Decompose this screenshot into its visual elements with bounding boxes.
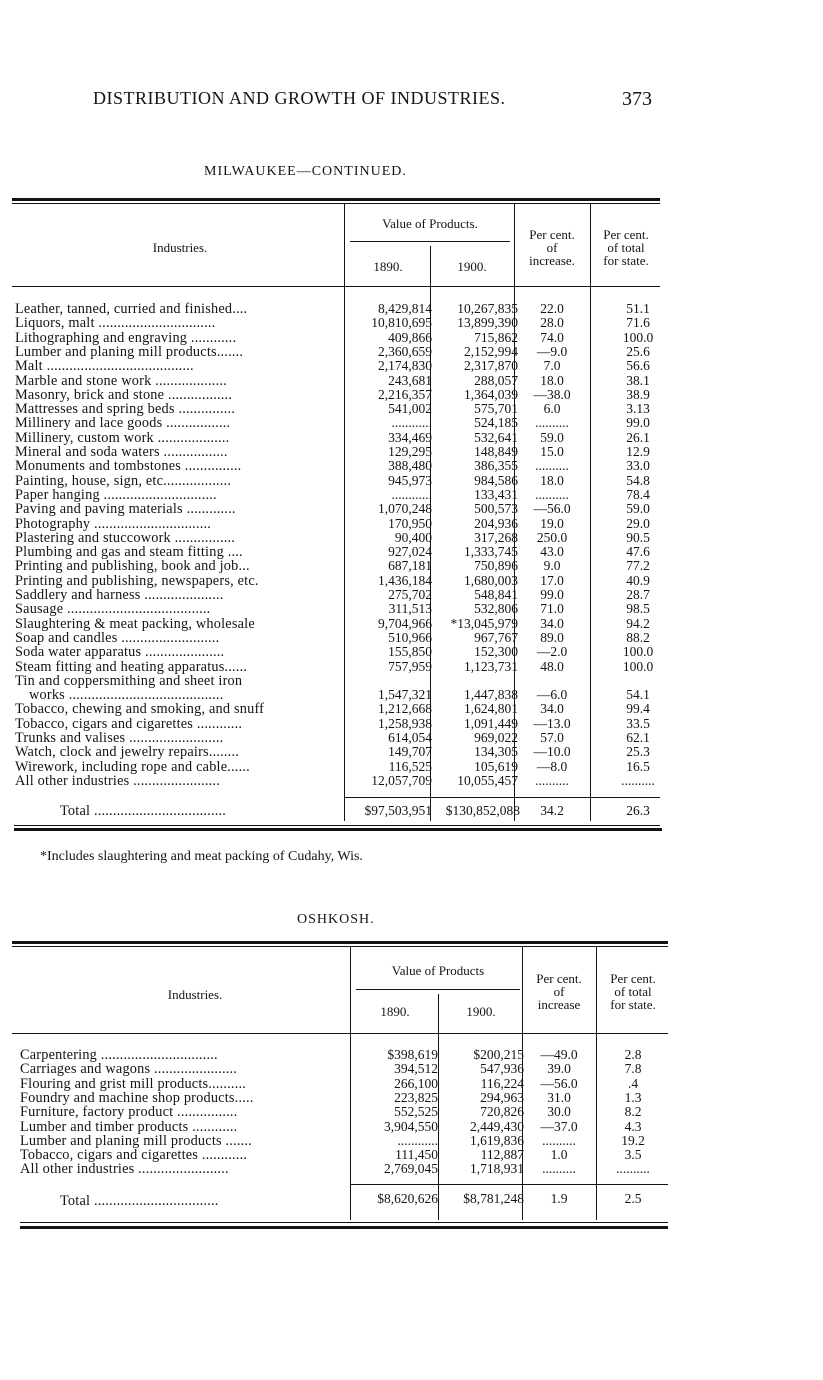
- table-bottom-rule: [14, 828, 662, 831]
- cell-state: 94.2: [626, 615, 650, 631]
- row-label: Foundry and machine shop products.....: [20, 1089, 254, 1106]
- cell-1900: 288,057: [474, 372, 518, 388]
- cell-state: ..........: [621, 772, 655, 788]
- cell-1890: 223,825: [394, 1089, 438, 1105]
- row-label: Furniture, factory product ................: [20, 1104, 238, 1121]
- cell-increase: —8.0: [536, 758, 568, 774]
- cell-1890: 266,100: [394, 1075, 438, 1091]
- cell-state: 1.3: [624, 1089, 642, 1105]
- cell-state: 54.8: [626, 472, 650, 488]
- total-state: 26.3: [626, 803, 650, 818]
- cell-increase: 48.0: [540, 658, 564, 674]
- cell-1890: 927,024: [388, 544, 432, 560]
- cell-state: 99.0: [626, 415, 650, 431]
- col-header-increase: [514, 228, 590, 267]
- row-label: Carpentering ...............................: [20, 1047, 218, 1063]
- row-label: Wirework, including rope and cable......: [15, 758, 250, 775]
- cell-increase: 30.0: [547, 1104, 571, 1120]
- cell-1900: 13,899,390: [457, 315, 518, 331]
- cell-1890: 687,181: [388, 558, 432, 574]
- cell-increase: 1.0: [550, 1147, 568, 1163]
- cell-state: 16.5: [626, 758, 650, 774]
- row-label: Millinery and lace goods .................: [15, 415, 231, 432]
- row-label: Millinery, custom work ...................: [15, 429, 230, 446]
- footnote: *Includes slaughtering and meat packing of Cudahy, Wis.: [40, 849, 363, 864]
- row-label: Lithographing and engraving ............: [15, 329, 237, 346]
- header-bottom-rule: [12, 1033, 668, 1034]
- cell-1890: 1,258,938: [378, 715, 432, 731]
- cell-increase: 19.0: [540, 515, 564, 531]
- col-header-state-line3: for state.: [603, 253, 649, 268]
- cell-increase: —10.0: [533, 744, 571, 760]
- cell-1890: 1,212,668: [378, 701, 432, 717]
- cell-1900: *13,045,979: [450, 615, 518, 631]
- cell-state: 28.7: [626, 587, 650, 602]
- col-header-increase-line1: Per cent.: [536, 971, 582, 986]
- cell-1900: 116,224: [480, 1075, 524, 1091]
- cell-increase: —13.0: [533, 715, 571, 731]
- total-1890: $8,620,626: [377, 1191, 438, 1206]
- cell-1900: 524,185: [474, 415, 518, 431]
- cell-state: ..........: [616, 1161, 650, 1177]
- row-label: Leather, tanned, curried and finished....: [15, 301, 248, 317]
- cell-increase: ..........: [535, 458, 569, 474]
- cell-increase: 71.0: [540, 601, 564, 617]
- col-header-increase-line3: increase: [537, 997, 581, 1012]
- cell-1900: 2,152,994: [464, 343, 518, 359]
- table-top-rule: [12, 941, 668, 944]
- cell-1890: 510,966: [388, 629, 432, 645]
- row-label: Saddlery and harness .....................: [15, 587, 224, 603]
- cell-1900: 2,317,870: [464, 358, 518, 374]
- row-label: Trunks and valises .........................: [15, 730, 224, 746]
- total-increase: 34.2: [540, 803, 564, 818]
- col-header-state-line3: for state.: [610, 997, 656, 1012]
- cell-state: 25.6: [626, 343, 650, 359]
- col-header-value: Value of Products.: [382, 216, 478, 231]
- cell-increase: 74.0: [540, 329, 564, 345]
- total-1900: $8,781,248: [463, 1191, 524, 1206]
- row-label: Mattresses and spring beds ...............: [15, 401, 236, 418]
- cell-state: 25.3: [626, 744, 650, 760]
- cell-state: 3.5: [624, 1147, 642, 1163]
- cell-1890: 8,429,814: [378, 301, 432, 316]
- cell-1900: 134,305: [474, 744, 518, 760]
- col-header-industries: Industries.: [152, 240, 208, 255]
- row-label: Steam fitting and heating apparatus......: [15, 658, 248, 675]
- cell-1900: 317,268: [474, 529, 518, 545]
- row-label: Lumber and planing mill products .......: [20, 1132, 252, 1149]
- row-label: Painting, house, sign, etc..................: [15, 472, 232, 489]
- col-header-1900: 1900.: [466, 1004, 496, 1019]
- total-1900: $130,852,088: [445, 803, 520, 818]
- row-label: Carriages and wagons ......................: [20, 1061, 238, 1078]
- cell-1890: 9,704,966: [378, 615, 432, 631]
- cell-1900: 2,449,430: [470, 1118, 524, 1134]
- cell-1890: 1,436,184: [378, 572, 432, 588]
- total-rule: [350, 1184, 668, 1185]
- row-label: Photography ...............................: [15, 515, 212, 532]
- cell-1900: 105,619: [474, 758, 518, 774]
- cell-1900: 715,862: [474, 329, 518, 345]
- row-label: All other industries ........................: [20, 1161, 229, 1178]
- cell-1900: 750,896: [474, 558, 518, 574]
- row-label: Malt .......................................: [15, 358, 194, 375]
- cell-increase: —6.0: [536, 687, 568, 703]
- cell-1900: 548,841: [474, 587, 518, 602]
- cell-1890: 1,547,321: [378, 687, 432, 703]
- cell-1900: 575,701: [474, 401, 518, 417]
- cell-increase: 18.0: [540, 372, 564, 388]
- total-increase: 1.9: [550, 1191, 568, 1206]
- row-label: Tobacco, chewing and smoking, and snuff: [15, 701, 265, 718]
- cell-1900: 1,091,449: [464, 715, 518, 731]
- cell-1890: 614,054: [388, 730, 432, 745]
- cell-1900: $200,215: [473, 1047, 524, 1062]
- cell-1890: 552,525: [394, 1104, 438, 1120]
- cell-1890: 111,450: [395, 1147, 438, 1163]
- cell-1900: 386,355: [474, 458, 518, 474]
- cell-1890: 10,810,695: [371, 315, 432, 331]
- cell-increase: 99.0: [540, 587, 564, 602]
- cell-increase: —56.0: [540, 1075, 578, 1091]
- page-header-title: DISTRIBUTION AND GROWTH OF INDUSTRIES.: [93, 88, 506, 108]
- cell-increase: 9.0: [543, 558, 561, 574]
- cell-1890: 311,513: [388, 601, 432, 617]
- table-top-rule-thin: [12, 203, 660, 204]
- cell-state: 7.8: [624, 1061, 642, 1077]
- col-header-increase-line2: of: [546, 240, 558, 255]
- row-label: Tobacco, cigars and cigarettes ............: [15, 715, 243, 732]
- row-label: Paper hanging ..............................: [15, 486, 217, 503]
- row-label: Soda water apparatus .....................: [15, 644, 225, 661]
- cell-1900: 1,680,003: [464, 572, 518, 588]
- cell-state: 2.8: [624, 1047, 642, 1062]
- cell-state: 78.4: [626, 486, 650, 502]
- cell-1890: 3,904,550: [384, 1118, 438, 1134]
- value-group-rule: [350, 241, 510, 242]
- cell-increase: —49.0: [540, 1047, 578, 1062]
- col-header-increase: [522, 972, 596, 1011]
- cell-state: 98.5: [626, 601, 650, 617]
- cell-state: .4: [627, 1075, 639, 1091]
- cell-1900: 984,586: [474, 472, 518, 488]
- total-label: Total .................................: [60, 1193, 219, 1209]
- row-label: Plumbing and gas and steam fitting ....: [15, 544, 243, 561]
- cell-1900: 1,624,801: [464, 701, 518, 717]
- cell-state: 19.2: [621, 1132, 645, 1148]
- value-group-rule: [356, 989, 520, 990]
- cell-1900: 547,936: [480, 1061, 524, 1077]
- row-label: Monuments and tombstones ...............: [15, 458, 242, 475]
- cell-increase: 34.0: [540, 701, 564, 717]
- cell-1900: 204,936: [474, 515, 518, 531]
- col-header-value: Value of Products: [391, 963, 485, 978]
- cell-1900: 1,123,731: [464, 658, 518, 674]
- row-label: Printing and publishing, newspapers, etc.: [15, 572, 259, 589]
- cell-1900: 969,022: [474, 730, 518, 745]
- total-state: 2.5: [624, 1191, 642, 1206]
- col-header-state: [596, 972, 670, 1011]
- cell-state: 12.9: [626, 444, 650, 459]
- cell-1900: 532,806: [474, 601, 518, 617]
- col-header-1890: 1890.: [380, 1004, 410, 1019]
- cell-1900: 112,887: [480, 1147, 524, 1163]
- cell-state: 71.6: [626, 315, 650, 331]
- cell-state: 40.9: [626, 572, 650, 588]
- cell-state: 88.2: [626, 629, 650, 645]
- milwaukee-title: MILWAUKEE—CONTINUED.: [204, 164, 407, 179]
- total-1890: $97,503,951: [364, 803, 432, 818]
- cell-increase: 18.0: [540, 472, 564, 488]
- cell-1890: 1,070,248: [378, 501, 432, 517]
- row-label: Watch, clock and jewelry repairs........: [15, 744, 239, 761]
- col-header-state-line2: of total: [614, 984, 652, 999]
- cell-1890: 945,973: [388, 472, 432, 488]
- header-bottom-rule: [12, 286, 660, 287]
- row-label: Plastering and stuccowork ................: [15, 529, 236, 546]
- cell-1900: 133,431: [474, 486, 518, 502]
- cell-1900: 967,767: [474, 629, 518, 645]
- row-label: All other industries .......................: [15, 772, 220, 789]
- cell-state: 77.2: [626, 558, 650, 574]
- cell-increase: —38.0: [533, 386, 571, 402]
- cell-1890: 541,002: [388, 401, 432, 417]
- total-rule: [344, 797, 660, 798]
- cell-1900: 10,055,457: [457, 772, 518, 788]
- cell-1890: ............: [397, 1132, 438, 1148]
- cell-increase: 34.0: [540, 615, 564, 631]
- cell-1900: 500,573: [474, 501, 518, 517]
- cell-state: 100.0: [622, 644, 654, 660]
- cell-state: 26.1: [626, 429, 650, 445]
- row-label: works .........................................: [29, 687, 224, 704]
- cell-1900: 148,849: [474, 444, 518, 459]
- cell-state: 29.0: [626, 515, 650, 531]
- row-label: Marble and stone work ...................: [15, 372, 227, 389]
- row-label: Masonry, brick and stone .................: [15, 386, 233, 403]
- col-header-increase-line1: Per cent.: [529, 227, 575, 242]
- cell-1890: 2,174,830: [378, 358, 432, 374]
- row-label: Soap and candles ..........................: [15, 629, 220, 646]
- col-header-state-line1: Per cent.: [603, 227, 649, 242]
- cell-1900: 294,963: [480, 1089, 524, 1105]
- cell-1890: 12,057,709: [371, 772, 432, 788]
- cell-state: 54.1: [626, 687, 650, 703]
- cell-1890: 275,702: [388, 587, 432, 602]
- row-label: Tin and coppersmithing and sheet iron: [15, 672, 243, 689]
- cell-state: 4.3: [624, 1118, 642, 1134]
- cell-state: 62.1: [626, 730, 650, 745]
- oshkosh-title: OSHKOSH.: [297, 912, 375, 927]
- row-label: Flouring and grist mill products..........: [20, 1075, 247, 1092]
- cell-state: 8.2: [624, 1104, 642, 1120]
- col-header-state-line1: Per cent.: [610, 971, 656, 986]
- row-label: Mineral and soda waters .................: [15, 444, 228, 460]
- cell-1890: 388,480: [388, 458, 432, 474]
- cell-1890: 394,512: [394, 1061, 438, 1077]
- table-top-rule: [12, 198, 660, 201]
- cell-increase: 22.0: [540, 301, 564, 316]
- cell-increase: ..........: [535, 486, 569, 502]
- cell-increase: ..........: [542, 1132, 576, 1148]
- cell-1900: 10,267,835: [457, 301, 518, 316]
- row-label: Lumber and planing mill products.......: [15, 343, 244, 360]
- cell-state: 100.0: [622, 658, 654, 674]
- cell-increase: 15.0: [540, 444, 564, 459]
- cell-state: 59.0: [626, 501, 650, 517]
- col-header-industries: Industries.: [167, 987, 223, 1002]
- cell-1890: $398,619: [387, 1047, 438, 1062]
- col-header-state: [590, 228, 662, 267]
- col-divider: [350, 947, 351, 1220]
- cell-increase: 28.0: [540, 315, 564, 331]
- cell-1900: 1,718,931: [470, 1161, 524, 1177]
- cell-increase: 250.0: [536, 529, 568, 545]
- col-header-1900: 1900.: [457, 259, 487, 274]
- cell-increase: —37.0: [540, 1118, 578, 1134]
- cell-increase: 39.0: [547, 1061, 571, 1077]
- cell-increase: 43.0: [540, 544, 564, 560]
- cell-1890: ............: [391, 415, 432, 431]
- row-label: Tobacco, cigars and cigarettes ............: [20, 1147, 248, 1164]
- row-label: Printing and publishing, book and job...: [15, 558, 250, 575]
- cell-increase: 6.0: [543, 401, 561, 417]
- cell-1890: 2,360,659: [378, 343, 432, 359]
- cell-increase: 59.0: [540, 429, 564, 445]
- cell-1890: 243,681: [388, 372, 432, 388]
- page-number: 373: [622, 88, 652, 110]
- cell-state: 90.5: [626, 529, 650, 545]
- table-bottom-rule: [20, 1226, 668, 1229]
- row-label: Slaughtering & meat packing, wholesale: [15, 615, 255, 632]
- row-label: Lumber and timber products ............: [20, 1118, 238, 1135]
- cell-1890: 129,295: [388, 444, 432, 459]
- cell-increase: 57.0: [540, 730, 564, 745]
- cell-increase: —2.0: [536, 644, 568, 660]
- cell-state: 33.5: [626, 715, 650, 731]
- row-label: Paving and paving materials .............: [15, 501, 236, 518]
- table-top-rule-thin: [12, 946, 668, 947]
- cell-state: 100.0: [622, 329, 654, 345]
- cell-state: 56.6: [626, 358, 650, 374]
- cell-1900: 1,333,745: [464, 544, 518, 560]
- cell-1890: 757,959: [388, 658, 432, 674]
- total-label: Total ...................................: [60, 803, 227, 819]
- col-header-1890: 1890.: [373, 259, 403, 274]
- cell-state: 33.0: [626, 458, 650, 474]
- table-bottom-rule-thin: [14, 825, 660, 826]
- cell-1900: 532,641: [474, 429, 518, 445]
- col-divider: [344, 204, 345, 821]
- cell-1900: 1,364,039: [464, 386, 518, 402]
- cell-increase: 17.0: [540, 572, 564, 588]
- cell-1900: 1,447,838: [464, 687, 518, 703]
- cell-1890: ............: [391, 486, 432, 502]
- cell-1890: 334,469: [388, 429, 432, 445]
- cell-increase: 31.0: [547, 1089, 571, 1105]
- cell-1890: 2,216,357: [378, 386, 432, 402]
- cell-increase: ..........: [542, 1161, 576, 1177]
- cell-state: 3.13: [626, 401, 650, 417]
- row-label: Sausage ......................................: [15, 601, 211, 618]
- cell-1890: 149,707: [388, 744, 432, 760]
- cell-increase: ..........: [535, 772, 569, 788]
- cell-increase: 7.0: [543, 358, 561, 374]
- cell-1890: 90,400: [394, 529, 432, 545]
- col-header-state-line2: of total: [607, 240, 645, 255]
- cell-state: 47.6: [626, 544, 650, 560]
- row-label: Liquors, malt ...............................: [15, 315, 216, 332]
- cell-1900: 1,619,836: [470, 1132, 524, 1148]
- cell-1900: 720,826: [480, 1104, 524, 1120]
- cell-state: 38.9: [626, 386, 650, 402]
- cell-state: 51.1: [626, 301, 650, 316]
- cell-state: 38.1: [626, 372, 650, 388]
- cell-1890: 2,769,045: [384, 1161, 438, 1177]
- cell-1890: 409,866: [388, 329, 432, 345]
- cell-1890: 155,850: [388, 644, 432, 660]
- col-header-increase-line2: of: [553, 984, 565, 999]
- cell-1900: 152,300: [474, 644, 518, 660]
- cell-increase: —9.0: [536, 343, 568, 359]
- cell-state: 99.4: [626, 701, 650, 717]
- col-header-increase-line3: increase.: [529, 253, 575, 268]
- cell-1890: 116,525: [388, 758, 432, 774]
- cell-increase: —56.0: [533, 501, 571, 517]
- cell-increase: 89.0: [540, 629, 564, 645]
- cell-increase: ..........: [535, 415, 569, 431]
- cell-1890: 170,950: [388, 515, 432, 531]
- table-bottom-rule-thin: [20, 1222, 668, 1223]
